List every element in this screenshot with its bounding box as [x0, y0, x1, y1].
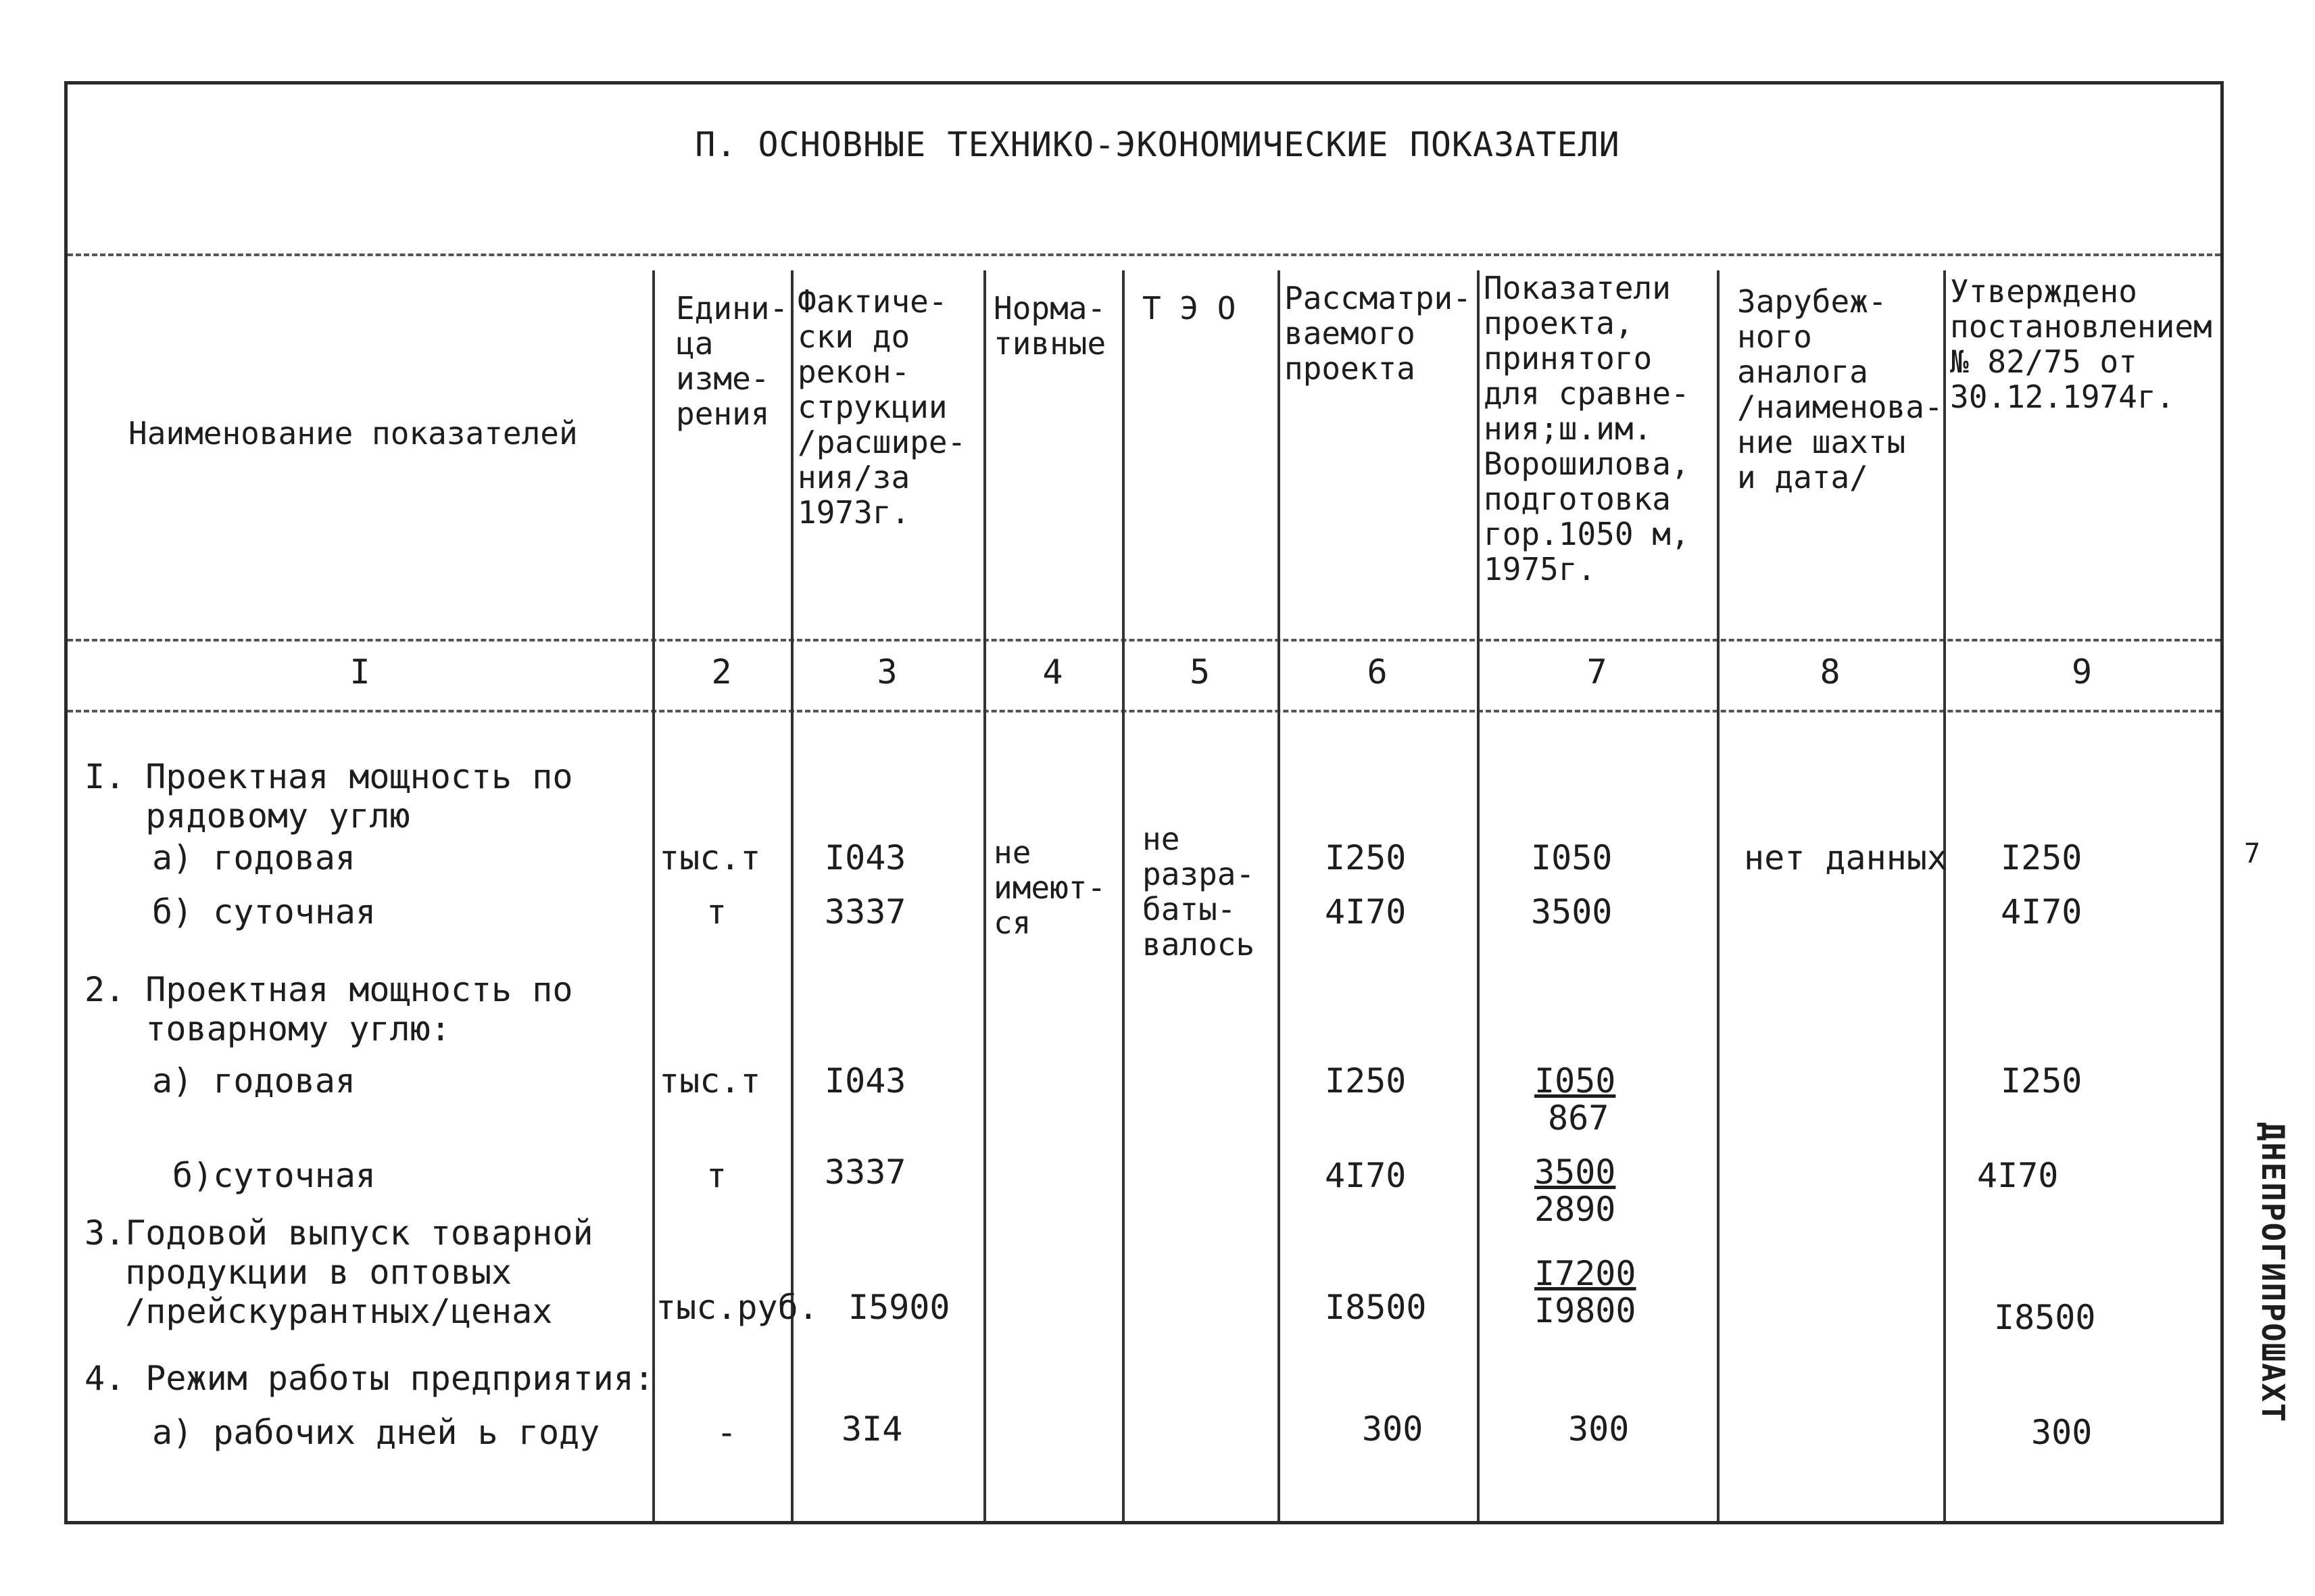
cell-value: нет данных	[1744, 838, 1948, 877]
cell-unit: тыс.руб.	[656, 1288, 819, 1327]
header-indicator-name: Наименование показателей	[128, 415, 578, 452]
cell-value-numerator: 3500	[1534, 1153, 1616, 1192]
col-number: 7	[1586, 652, 1607, 692]
row-label: б)суточная	[172, 1156, 376, 1195]
header-teo: Т Э О	[1142, 290, 1236, 327]
header-foreign-analog: Зарубеж- ного аналога /наименова- ние шахты и дата/	[1737, 283, 1943, 495]
cell-normative-note: не имеют- ся	[994, 834, 1106, 941]
header-considered-project: Рассматри- ваемого проекта	[1284, 280, 1471, 387]
header-actual-1973: Фактиче- ски до рекон- струкции /расшире- ния/за 1973г.	[798, 283, 967, 531]
cell-unit: т	[706, 1156, 727, 1195]
cell-value: I250	[2001, 1061, 2082, 1101]
col-divider	[1943, 270, 1946, 1521]
cell-unit: тыс.т	[659, 1061, 761, 1101]
cell-value: I050	[1531, 838, 1613, 877]
col-divider	[1122, 270, 1125, 1521]
col-number: 4	[1042, 652, 1063, 692]
cell-value: 300	[1568, 1409, 1630, 1449]
rule-title	[68, 253, 2220, 256]
col-number: I	[349, 652, 370, 692]
cell-value: 4I70	[1325, 892, 1407, 932]
cell-value-numerator: I7200	[1534, 1254, 1636, 1293]
header-approved: Утверждено постановлением № 82/75 от 30.12.1974г.	[1950, 273, 2212, 415]
col-number: 8	[1820, 652, 1841, 692]
cell-value-denominator: I9800	[1534, 1291, 1636, 1330]
cell-value: 3500	[1531, 892, 1613, 932]
section-title: 3.Годовой выпуск товарной продукции в оптовых /прейскурантных/ценах	[84, 1213, 593, 1331]
cell-unit: т	[706, 892, 727, 932]
section-title: 4. Режим работы предприятия:	[84, 1359, 654, 1398]
col-number: 3	[877, 652, 898, 692]
col-number: 9	[2071, 652, 2093, 692]
section-title: I. Проектная мощность по рядовому углю	[84, 757, 573, 836]
cell-value-denominator: 2890	[1534, 1190, 1616, 1229]
col-number: 6	[1367, 652, 1388, 692]
cell-value: 300	[1362, 1409, 1423, 1449]
cell-teo-note: не разра- баты- валось	[1142, 821, 1255, 963]
row-label: а) годовая	[152, 1061, 356, 1101]
row-label: б) суточная	[152, 892, 376, 932]
header-unit: Едини- ца изме- рения	[676, 290, 789, 432]
cell-value-numerator: I050	[1534, 1061, 1616, 1101]
cell-value: I8500	[1994, 1298, 2096, 1337]
cell-value: I250	[1325, 838, 1407, 877]
cell-value: 3337	[825, 1153, 906, 1192]
cell-value: I043	[825, 1061, 906, 1101]
header-normative: Норма- тивные	[994, 290, 1106, 362]
page-title: П. ОСНОВНЫЕ ТЕХНИКО-ЭКОНОМИЧЕСКИЕ ПОКАЗАТЕЛИ	[695, 125, 1620, 164]
cell-value: I250	[2001, 838, 2082, 877]
cell-value: I250	[1325, 1061, 1407, 1101]
row-label: а) годовая	[152, 838, 356, 877]
col-number: 2	[711, 652, 732, 692]
cell-value: 4I70	[2001, 892, 2082, 932]
cell-value: I8500	[1325, 1288, 1427, 1327]
cell-value: 4I70	[1325, 1156, 1407, 1195]
page-mark: 7	[2244, 838, 2261, 869]
cell-value: 300	[2031, 1413, 2093, 1452]
cell-value: 4I70	[1977, 1156, 2059, 1195]
cell-value: I5900	[848, 1288, 950, 1327]
cell-value-denominator: 867	[1548, 1098, 1609, 1138]
cell-value: I043	[825, 838, 906, 877]
rule-colnums	[68, 710, 2220, 712]
col-divider	[652, 270, 655, 1521]
col-number: 5	[1189, 652, 1211, 692]
section-title: 2. Проектная мощность по товарному углю:	[84, 970, 573, 1048]
cell-value: 3337	[825, 892, 906, 932]
row-label: а) рабочих дней ь году	[152, 1413, 600, 1452]
col-divider	[1717, 270, 1720, 1521]
col-divider	[1477, 270, 1480, 1521]
rule-header	[68, 639, 2220, 642]
cell-unit: -	[716, 1413, 737, 1452]
header-comparison-project: Показатели проекта, принятого для сравне- ния;ш.им. Ворошилова, подготовка гор.1050 м, 1975г.	[1484, 270, 1690, 587]
col-divider	[791, 270, 794, 1521]
col-divider	[983, 270, 986, 1521]
side-label: ДНЕПРОГИПРОШАХТ	[2255, 1122, 2291, 1424]
col-divider	[1277, 270, 1280, 1521]
cell-value: 3I4	[842, 1409, 903, 1449]
cell-unit: тыс.т	[659, 838, 761, 877]
